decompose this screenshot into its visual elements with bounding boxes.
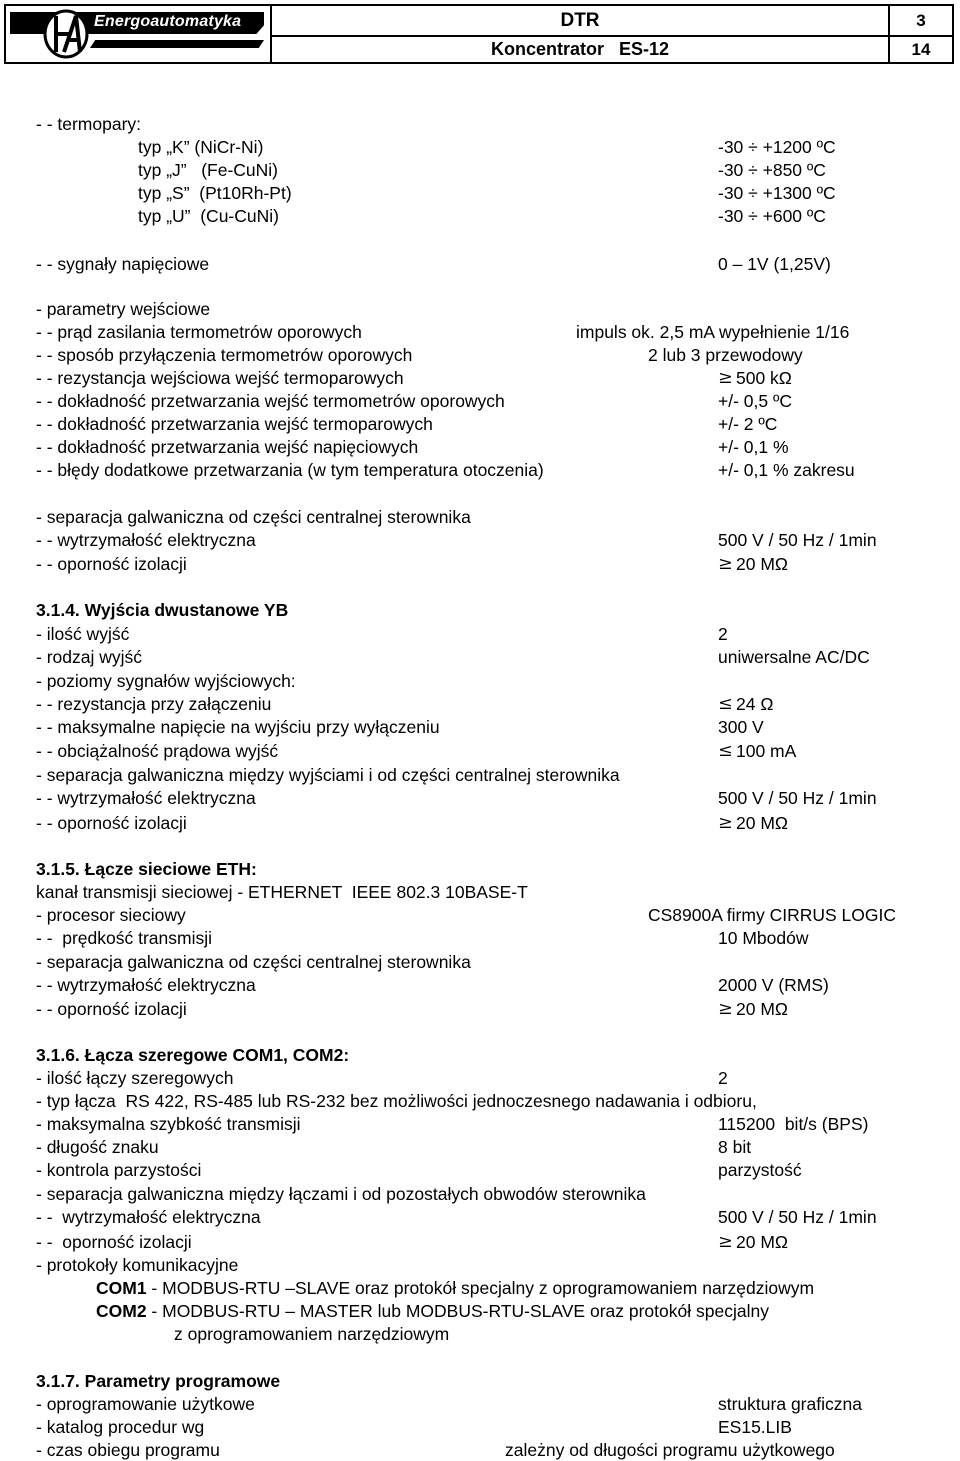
text-line: z oprogramowaniem narzędziowym [174, 1324, 450, 1344]
text-line: - - maksymalne napięcie na wyjściu przy wyłączeniu 300 V [36, 717, 764, 737]
section-heading: 3.1.6. Łącza szeregowe COM1, COM2: [36, 1045, 350, 1065]
text-line: - separacja galwaniczna od części centralnej sterownika [36, 952, 471, 972]
text-line: - katalog procedur wg ES15.LIB [36, 1417, 792, 1437]
text-line: - - dokładność przetwarzania wejść napięciowych +/- 0,1 % [36, 437, 789, 457]
text-line: typ „J” (Fe-CuNi) -30 ÷ +850 ºC [138, 160, 826, 180]
text-line: - separacja galwaniczna od części centralnej sterownika [36, 507, 471, 527]
company-name: Energoautomatyka [94, 13, 242, 30]
text-line: - procesor sieciowy CS8900A firmy CIRRUS LOGIC [36, 905, 896, 925]
text-line: typ „S” (Pt10Rh-Pt) -30 ÷ +1300 ºC [138, 183, 836, 203]
text-line: - ilość łączy szeregowych 2 [36, 1068, 728, 1088]
text-line: - maksymalna szybkość transmisji 115200 bit/s (BPS) [36, 1114, 869, 1134]
ge-icon: ≥ [718, 554, 733, 574]
text-line: typ „U” (Cu-CuNi) -30 ÷ +600 ºC [138, 206, 826, 226]
ge-icon: ≥ [718, 813, 733, 833]
text-line: - - oporność izolacji ≥ 20 MΩ [36, 1232, 788, 1252]
text-line: - typ łącza RS 422, RS-485 lub RS-232 bez możliwości jednoczesnego nadawania i odbioru, [36, 1091, 757, 1111]
text-line: - - wytrzymałość elektryczna 500 V / 50 Hz / 1min [36, 788, 877, 808]
section-heading: 3.1.7. Parametry programowe [36, 1371, 281, 1391]
section-heading: 3.1.4. Wyjścia dwustanowe YB [36, 600, 289, 620]
text-line: - - błędy dodatkowe przetwarzania (w tym temperatura otoczenia) +/- 0,1 % zakresu [36, 460, 855, 480]
text-line: - - prąd zasilania termometrów oporowych impuls ok. 2,5 mA wypełnienie 1/16 [36, 322, 850, 342]
text-line: - - wytrzymałość elektryczna 2000 V (RMS) [36, 975, 829, 995]
text-line: - - oporność izolacji ≥ 20 MΩ [36, 999, 788, 1019]
text-line: - rodzaj wyjść uniwersalne AC/DC [36, 647, 870, 667]
text-line: COM2 - MODBUS-RTU – MASTER lub MODBUS-RTU-SLAVE oraz protokół specjalny [96, 1301, 769, 1321]
text-line: - - oporność izolacji ≥ 20 MΩ [36, 554, 788, 574]
section-heading: 3.1.5. Łącze sieciowe ETH: [36, 859, 257, 879]
text-line: - - obciążalność prądowa wyjść ≤ 100 mA [36, 741, 797, 761]
text-line: - - dokładność przetwarzania wejść termoparowych +/- 2 ºC [36, 414, 778, 434]
text-line: - - wytrzymałość elektryczna 500 V / 50 Hz / 1min [36, 530, 877, 550]
text-line: - - oporność izolacji ≥ 20 MΩ [36, 813, 788, 833]
text-line: - - prędkość transmisji 10 Mbodów [36, 928, 809, 948]
ge-icon: ≥ [718, 999, 733, 1019]
text-line: - długość znaku 8 bit [36, 1137, 752, 1157]
text-line: - - sygnały napięciowe 0 – 1V (1,25V) [36, 254, 831, 274]
page-header [4, 4, 954, 64]
text-line: - parametry wejściowe [36, 299, 211, 319]
text-line: - - wytrzymałość elektryczna 500 V / 50 Hz / 1min [36, 1207, 877, 1227]
logo-underline [90, 40, 264, 48]
text-line: - - dokładność przetwarzania wejść termometrów oporowych +/- 0,5 ºC [36, 391, 792, 411]
text-line: - separacja galwaniczna między wyjściami i od części centralnej sterownika [36, 765, 620, 785]
text-line: - - rezystancja wejściowa wejść termoparowych ≥ 500 kΩ [36, 368, 792, 388]
chapter-number: 3 [890, 6, 952, 37]
text-line: - ilość wyjść 2 [36, 624, 728, 644]
text-line: - kontrola parzystości parzystość [36, 1160, 802, 1180]
text-line: kanał transmisji sieciowej - ETHERNET IEEE 802.3 10BASE-T [36, 882, 528, 902]
doc-type: DTR [272, 6, 888, 37]
ge-icon: ≥ [718, 368, 733, 388]
text-line: typ „K” (NiCr-Ni) -30 ÷ +1200 ºC [138, 137, 836, 157]
logo-emblem-icon [42, 8, 90, 60]
text-line: - - termopary: [36, 114, 142, 134]
text-line: - separacja galwaniczna między łączami i od pozostałych obwodów sterownika [36, 1184, 646, 1204]
text-line: COM1 - MODBUS-RTU –SLAVE oraz protokół specjalny z oprogramowaniem narzędziowym [96, 1278, 815, 1298]
page-number: 14 [911, 39, 931, 59]
text-line: - czas obiegu programu zależny od długości programu użytkowego [36, 1440, 835, 1460]
text-line: - - sposób przyłączenia termometrów oporowych 2 lub 3 przewodowy [36, 345, 803, 365]
text-line: - oprogramowanie użytkowe struktura graficzna [36, 1394, 862, 1414]
ge-icon: ≥ [718, 1232, 733, 1252]
text-line: - poziomy sygnałów wyjściowych: [36, 671, 296, 691]
company-logo [6, 6, 272, 62]
text-line: - - rezystancja przy załączeniu ≤ 24 Ω [36, 694, 774, 714]
text-line: - protokoły komunikacyjne [36, 1255, 239, 1275]
le-icon: ≤ [718, 741, 733, 761]
doc-title: Koncentrator ES-12 [490, 39, 670, 59]
le-icon: ≤ [718, 694, 733, 714]
